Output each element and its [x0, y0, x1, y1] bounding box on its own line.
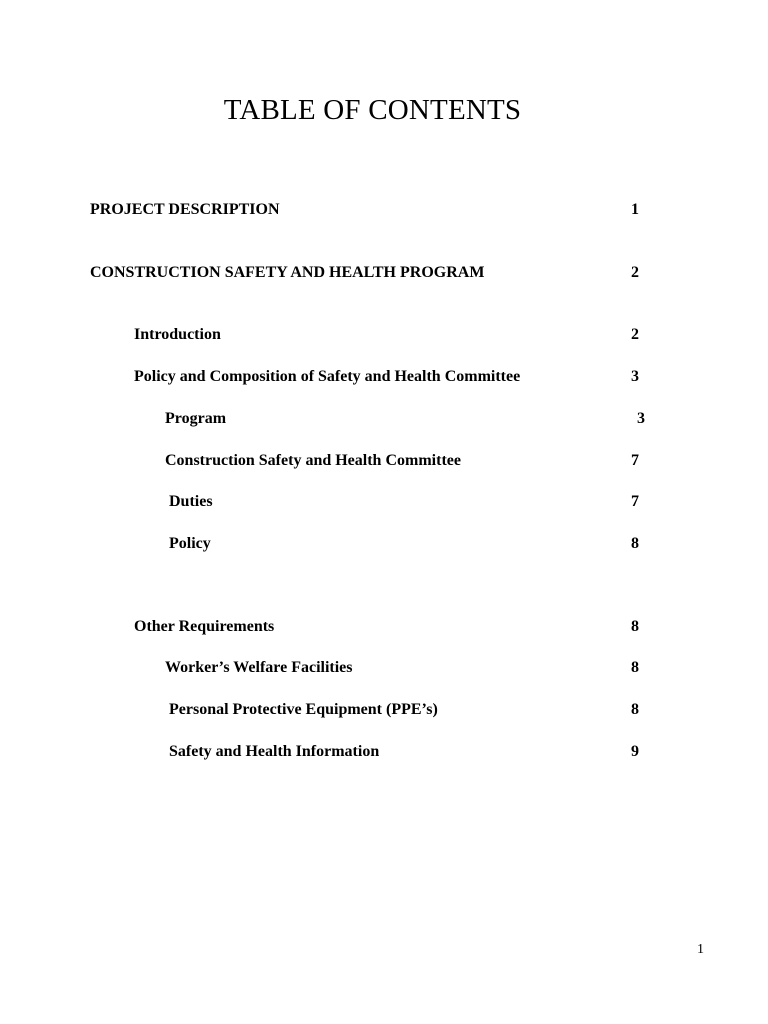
toc-entry-policy-composition	[0, 366, 768, 388]
toc-entry-label: CONSTRUCTION SAFETY AND HEALTH PROGRAM	[90, 264, 485, 281]
toc-entry-introduction	[0, 324, 768, 346]
toc-entry-safety-health-info	[0, 741, 768, 763]
toc-entry-page-number: 3	[637, 410, 645, 427]
toc-entry-policy	[0, 533, 768, 555]
toc-entry-page-number: 2	[631, 264, 639, 281]
toc-entry-construction-safety-program	[0, 262, 768, 284]
toc-entry-workers-welfare	[0, 657, 768, 679]
toc-entry-construction-committee	[0, 450, 768, 472]
toc-entry-other-requirements	[0, 616, 768, 638]
toc-entry-program	[0, 408, 768, 430]
toc-entry-label: Program	[165, 410, 227, 427]
toc-entry-page-number: 7	[631, 493, 639, 510]
toc-entry-page-number: 8	[631, 659, 639, 676]
toc-entry-page-number: 9	[631, 743, 639, 760]
toc-entry-label: Other Requirements	[134, 618, 275, 635]
page-title: TABLE OF CONTENTS	[223, 94, 522, 126]
toc-entry-page-number: 8	[631, 618, 639, 635]
toc-entry-label: Policy and Composition of Safety and Health Committee	[134, 368, 521, 385]
toc-entry-label: Duties	[169, 493, 213, 510]
toc-entry-label: Policy	[169, 535, 211, 552]
toc-entry-label: Safety and Health Information	[169, 743, 380, 760]
toc-entry-label: Worker’s Welfare Facilities	[165, 659, 353, 676]
toc-entry-page-number: 8	[631, 701, 639, 718]
toc-entry-page-number: 2	[631, 326, 639, 343]
toc-entry-page-number: 7	[631, 452, 639, 469]
toc-entry-page-number: 1	[631, 201, 639, 218]
toc-entry-duties	[0, 491, 768, 513]
toc-entry-project-description	[0, 199, 768, 221]
toc-entry-label: Introduction	[134, 326, 221, 343]
toc-entry-page-number: 8	[631, 535, 639, 552]
toc-entry-label: PROJECT DESCRIPTION	[90, 201, 280, 218]
toc-entry-page-number: 3	[631, 368, 639, 385]
toc-entry-label: Construction Safety and Health Committee	[165, 452, 461, 469]
toc-entry-label: Personal Protective Equipment (PPE’s)	[169, 701, 438, 718]
footer-page-number: 1	[697, 942, 704, 957]
toc-entry-ppe	[0, 699, 768, 721]
